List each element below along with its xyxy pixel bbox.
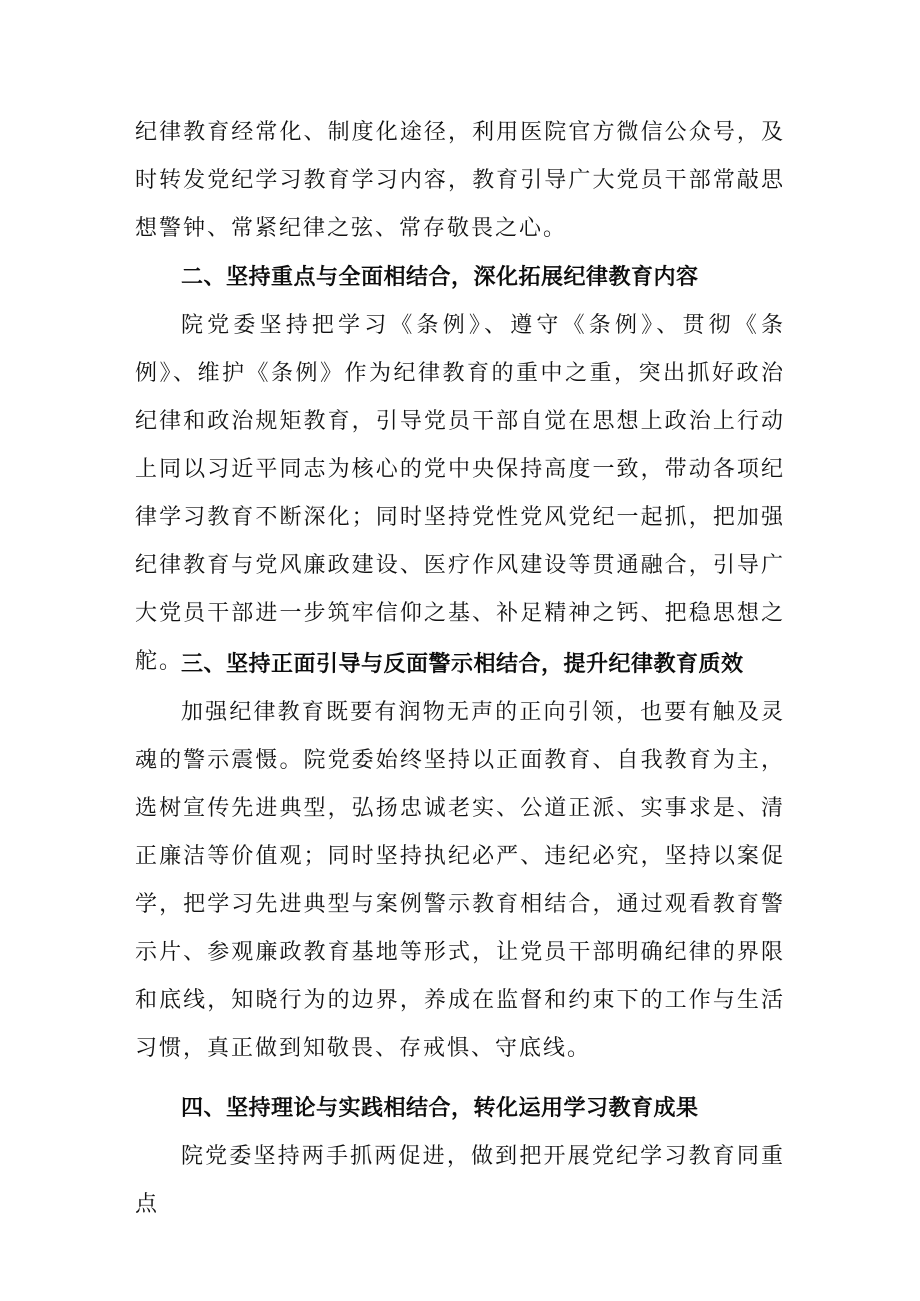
body-paragraph-section-2: 院党委坚持把学习《条例》、遵守《条例》、贯彻《条例》、维护《条例》作为纪律教育的重中之重，突出抓好政治纪律和政治规矩教育，引导党员干部自觉在思想上政治上行动上同以习近平同志为核心的党中央保持高度一致，带动各项纪律学习教育不断深化；同时坚持党性党风党纪一起抓，把加强纪律教育与党风廉政建设、医疗作风建设等贯通融合，引导广大党员干部进一步筑牢信仰之基、补足精神之钙、把稳思想之舵。: [135, 313, 785, 674]
body-paragraph-section-3: 加强纪律教育既要有润物无声的正向引领，也要有触及灵魂的警示震慑。院党委始终坚持以正面教育、自我教育为主，选树宣传先进典型，弘扬忠诚老实、公道正派、实事求是、清正廉洁等价值观；同时坚持执纪必严、违纪必究，坚持以案促学，把学习先进典型与案例警示教育相结合，通过观看教育警示片、参观廉政教育基地等形式，让党员干部明确纪律的界限和底线，知晓行为的边界，养成在监督和约束下的工作与生活习惯，真正做到知敬畏、存戒惧、守底线。: [135, 700, 785, 1061]
section-heading-3: 三、坚持正面引导与反面警示相结合，提升纪律教育质效: [181, 652, 744, 677]
section-heading-4: 四、坚持理论与实践相结合，转化运用学习教育成果: [181, 1096, 699, 1121]
body-paragraph-section-4: 院党委坚持两手抓两促进，做到把开展党纪学习教育同重点: [135, 1144, 785, 1217]
section-heading-2: 二、坚持重点与全面相结合，深化拓展纪律教育内容: [181, 265, 699, 290]
body-paragraph-continued: 纪律教育经常化、制度化途径，利用医院官方微信公众号，及时转发党纪学习教育学习内容，教育引导广大党员干部常敲思想警钟、常紧纪律之弦、常存敬畏之心。: [135, 120, 785, 241]
